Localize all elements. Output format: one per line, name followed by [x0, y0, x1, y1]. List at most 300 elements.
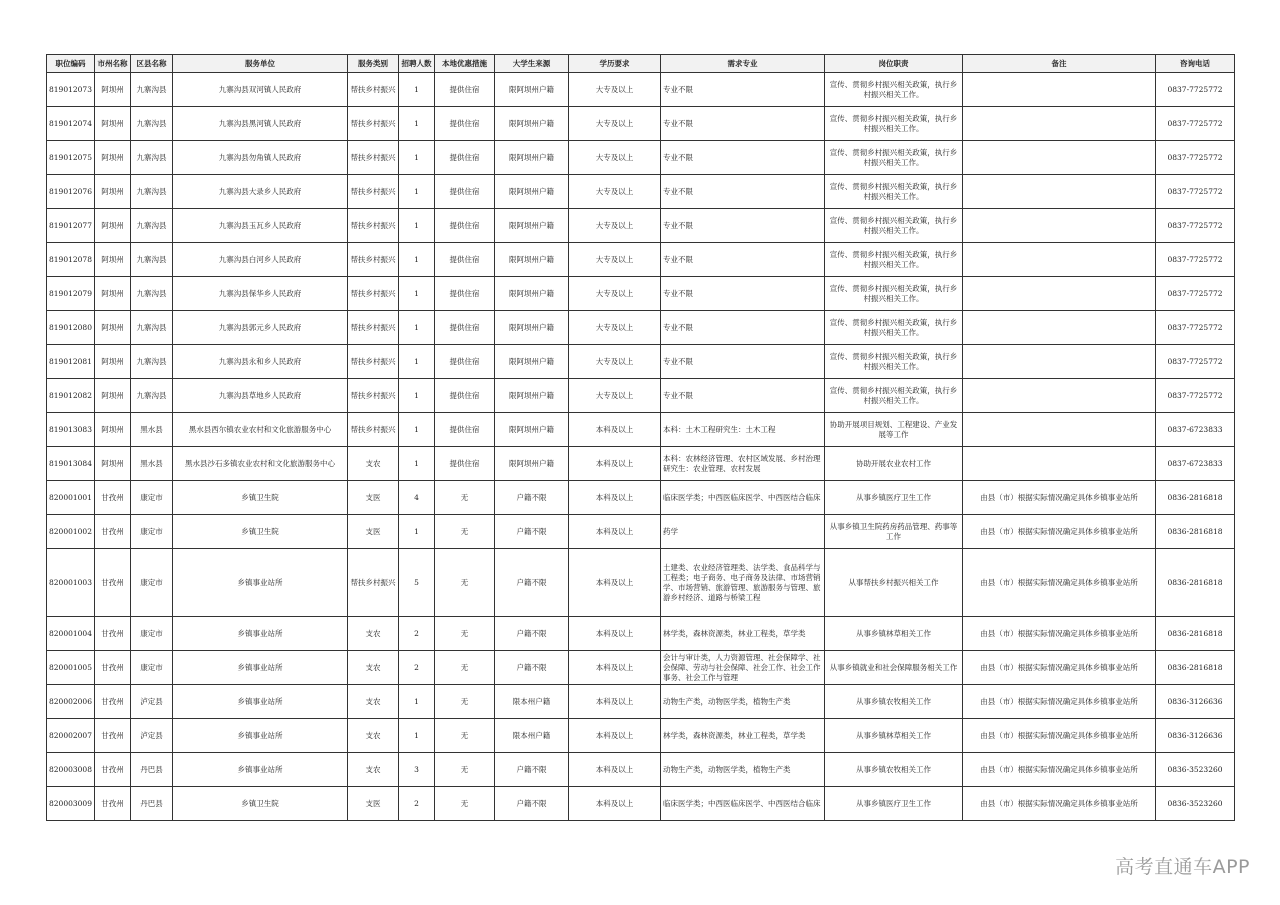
cell-headcount: 4: [399, 481, 435, 515]
cell-phone: 0837-7725772: [1156, 345, 1235, 379]
cell-position-code: 819012081: [47, 345, 95, 379]
cell-major: 专业不限: [661, 73, 825, 107]
header-headcount: 招聘人数: [399, 55, 435, 73]
cell-notes: 由县（市）根据实际情况确定具体乡镇事业站所: [963, 719, 1156, 753]
table-row: [47, 107, 1235, 141]
cell-headcount: 1: [399, 447, 435, 481]
cell-service-type: 支农: [348, 685, 399, 719]
cell-notes: [963, 107, 1156, 141]
cell-service-type: 支农: [348, 719, 399, 753]
cell-position-code: 820001002: [47, 515, 95, 549]
table-row: [47, 481, 1235, 515]
cell-notes: 由县（市）根据实际情况确定具体乡镇事业站所: [963, 753, 1156, 787]
cell-headcount: 1: [399, 719, 435, 753]
table-row: [47, 447, 1235, 481]
cell-county: 康定市: [131, 651, 173, 685]
cell-notes: [963, 345, 1156, 379]
cell-headcount: 1: [399, 379, 435, 413]
cell-duties: 宣传、贯彻乡村振兴相关政策，执行乡村振兴相关工作。: [825, 243, 963, 277]
cell-position-code: 820002007: [47, 719, 95, 753]
cell-duties: 从事帮扶乡村振兴相关工作: [825, 549, 963, 617]
cell-local-benefits: 提供住宿: [435, 175, 495, 209]
cell-service-unit: 黑水县沙石多镇农业农村和文化旅游服务中心: [173, 447, 348, 481]
cell-student-source: 限阿坝州户籍: [495, 243, 569, 277]
cell-phone: 0837-7725772: [1156, 175, 1235, 209]
cell-education: 本科及以上: [569, 481, 661, 515]
cell-notes: [963, 141, 1156, 175]
header-phone: 咨询电话: [1156, 55, 1235, 73]
cell-duties: 从事乡镇医疗卫生工作: [825, 787, 963, 821]
cell-local-benefits: 提供住宿: [435, 311, 495, 345]
cell-service-unit: 乡镇卫生院: [173, 481, 348, 515]
cell-notes: 由县（市）根据实际情况确定具体乡镇事业站所: [963, 651, 1156, 685]
cell-major: 专业不限: [661, 107, 825, 141]
cell-headcount: 1: [399, 413, 435, 447]
cell-headcount: 5: [399, 549, 435, 617]
cell-student-source: 户籍不限: [495, 515, 569, 549]
cell-notes: [963, 311, 1156, 345]
cell-county: 九寨沟县: [131, 175, 173, 209]
header-local-benefits: 本地优惠措施: [435, 55, 495, 73]
cell-student-source: 户籍不限: [495, 651, 569, 685]
cell-education: 本科及以上: [569, 719, 661, 753]
cell-city: 甘孜州: [95, 685, 131, 719]
cell-position-code: 819012075: [47, 141, 95, 175]
table-row: [47, 413, 1235, 447]
cell-headcount: 1: [399, 311, 435, 345]
cell-county: 康定市: [131, 617, 173, 651]
cell-county: 康定市: [131, 549, 173, 617]
cell-education: 本科及以上: [569, 549, 661, 617]
cell-city: 阿坝州: [95, 141, 131, 175]
cell-local-benefits: 无: [435, 753, 495, 787]
cell-major: 专业不限: [661, 141, 825, 175]
cell-student-source: 户籍不限: [495, 549, 569, 617]
cell-phone: 0836-2816818: [1156, 481, 1235, 515]
cell-notes: [963, 379, 1156, 413]
header-position-code: 职位编码: [47, 55, 95, 73]
cell-service-unit: 九寨沟县大录乡人民政府: [173, 175, 348, 209]
cell-duties: 宣传、贯彻乡村振兴相关政策，执行乡村振兴相关工作。: [825, 175, 963, 209]
cell-city: 甘孜州: [95, 719, 131, 753]
cell-education: 本科及以上: [569, 651, 661, 685]
table-row: [47, 617, 1235, 651]
cell-headcount: 1: [399, 685, 435, 719]
cell-phone: 0836-3126636: [1156, 719, 1235, 753]
table-row: [47, 345, 1235, 379]
cell-city: 阿坝州: [95, 379, 131, 413]
cell-local-benefits: 提供住宿: [435, 209, 495, 243]
cell-education: 本科及以上: [569, 447, 661, 481]
cell-education: 大专及以上: [569, 379, 661, 413]
cell-local-benefits: 提供住宿: [435, 107, 495, 141]
cell-city: 阿坝州: [95, 345, 131, 379]
cell-headcount: 1: [399, 515, 435, 549]
cell-student-source: 限本州户籍: [495, 719, 569, 753]
cell-major: 本科：农林经济管理、农村区域发展、乡村治理研究生：农业管理、农村发展: [661, 447, 825, 481]
cell-headcount: 1: [399, 107, 435, 141]
table-row: [47, 175, 1235, 209]
cell-position-code: 819012074: [47, 107, 95, 141]
cell-local-benefits: 提供住宿: [435, 379, 495, 413]
cell-notes: [963, 277, 1156, 311]
cell-headcount: 1: [399, 73, 435, 107]
cell-major: 本科：土木工程研究生：土木工程: [661, 413, 825, 447]
table-row: [47, 379, 1235, 413]
cell-major: 临床医学类；中西医临床医学、中西医结合临床: [661, 481, 825, 515]
cell-city: 阿坝州: [95, 277, 131, 311]
cell-service-unit: 九寨沟县永和乡人民政府: [173, 345, 348, 379]
cell-duties: 从事乡镇农牧相关工作: [825, 753, 963, 787]
cell-duties: 宣传、贯彻乡村振兴相关政策，执行乡村振兴相关工作。: [825, 209, 963, 243]
cell-education: 本科及以上: [569, 787, 661, 821]
cell-position-code: 820001003: [47, 549, 95, 617]
header-major: 需求专业: [661, 55, 825, 73]
cell-student-source: 限阿坝州户籍: [495, 175, 569, 209]
cell-headcount: 2: [399, 787, 435, 821]
cell-service-type: 帮扶乡村振兴: [348, 141, 399, 175]
cell-major: 土建类、农业经济管理类、法学类、食品科学与工程类；电子商务、电子商务及法律、市场营销学、市场营销、旅游管理、旅游服务与管理、旅游乡村经济、道路与桥梁工程: [661, 549, 825, 617]
cell-duties: 宣传、贯彻乡村振兴相关政策，执行乡村振兴相关工作。: [825, 277, 963, 311]
cell-service-unit: 乡镇事业站所: [173, 617, 348, 651]
cell-county: 九寨沟县: [131, 209, 173, 243]
cell-service-type: 帮扶乡村振兴: [348, 413, 399, 447]
table-row: [47, 73, 1235, 107]
cell-service-type: 帮扶乡村振兴: [348, 175, 399, 209]
cell-local-benefits: 提供住宿: [435, 413, 495, 447]
cell-service-unit: 乡镇事业站所: [173, 719, 348, 753]
cell-duties: 从事乡镇林草相关工作: [825, 617, 963, 651]
cell-position-code: 820003008: [47, 753, 95, 787]
cell-education: 大专及以上: [569, 243, 661, 277]
cell-city: 阿坝州: [95, 209, 131, 243]
cell-student-source: 限阿坝州户籍: [495, 413, 569, 447]
cell-student-source: 户籍不限: [495, 787, 569, 821]
cell-position-code: 819012076: [47, 175, 95, 209]
cell-headcount: 1: [399, 141, 435, 175]
cell-education: 大专及以上: [569, 311, 661, 345]
recruitment-table: [46, 54, 1235, 821]
cell-headcount: 1: [399, 277, 435, 311]
cell-city: 甘孜州: [95, 515, 131, 549]
cell-student-source: 户籍不限: [495, 481, 569, 515]
cell-service-type: 帮扶乡村振兴: [348, 73, 399, 107]
table-row: [47, 719, 1235, 753]
cell-notes: 由县（市）根据实际情况确定具体乡镇事业站所: [963, 481, 1156, 515]
cell-major: 林学类，森林资源类，林业工程类，草学类: [661, 719, 825, 753]
cell-major: 专业不限: [661, 345, 825, 379]
cell-county: 康定市: [131, 515, 173, 549]
cell-service-unit: 九寨沟县黑河镇人民政府: [173, 107, 348, 141]
cell-duties: 从事乡镇卫生院药房药品管理、药事等工作: [825, 515, 963, 549]
table-row: [47, 549, 1235, 617]
cell-headcount: 2: [399, 617, 435, 651]
cell-local-benefits: 无: [435, 515, 495, 549]
cell-service-unit: 乡镇事业站所: [173, 685, 348, 719]
cell-phone: 0837-7725772: [1156, 379, 1235, 413]
table-row: [47, 515, 1235, 549]
cell-phone: 0836-3523260: [1156, 753, 1235, 787]
cell-duties: 从事乡镇医疗卫生工作: [825, 481, 963, 515]
cell-service-unit: 九寨沟县玉瓦乡人民政府: [173, 209, 348, 243]
cell-local-benefits: 无: [435, 481, 495, 515]
cell-service-type: 帮扶乡村振兴: [348, 107, 399, 141]
cell-student-source: 限阿坝州户籍: [495, 379, 569, 413]
cell-service-unit: 九寨沟县郭元乡人民政府: [173, 311, 348, 345]
cell-phone: 0837-7725772: [1156, 243, 1235, 277]
cell-position-code: 820002006: [47, 685, 95, 719]
header-notes: 备注: [963, 55, 1156, 73]
cell-education: 本科及以上: [569, 753, 661, 787]
cell-phone: 0837-7725772: [1156, 277, 1235, 311]
cell-local-benefits: 无: [435, 617, 495, 651]
table-row: [47, 141, 1235, 175]
cell-headcount: 1: [399, 345, 435, 379]
cell-education: 本科及以上: [569, 685, 661, 719]
cell-student-source: 限阿坝州户籍: [495, 209, 569, 243]
cell-major: 专业不限: [661, 379, 825, 413]
cell-student-source: 户籍不限: [495, 753, 569, 787]
cell-service-unit: 乡镇事业站所: [173, 549, 348, 617]
cell-service-type: 支医: [348, 787, 399, 821]
cell-county: 九寨沟县: [131, 107, 173, 141]
cell-position-code: 819012078: [47, 243, 95, 277]
cell-county: 九寨沟县: [131, 277, 173, 311]
cell-education: 大专及以上: [569, 277, 661, 311]
cell-notes: [963, 447, 1156, 481]
cell-phone: 0836-2816818: [1156, 651, 1235, 685]
cell-phone: 0836-3126636: [1156, 685, 1235, 719]
cell-notes: 由县（市）根据实际情况确定具体乡镇事业站所: [963, 515, 1156, 549]
cell-major: 专业不限: [661, 277, 825, 311]
cell-headcount: 1: [399, 175, 435, 209]
cell-phone: 0837-7725772: [1156, 107, 1235, 141]
cell-service-unit: 乡镇事业站所: [173, 753, 348, 787]
cell-local-benefits: 提供住宿: [435, 447, 495, 481]
cell-service-type: 支农: [348, 651, 399, 685]
cell-city: 甘孜州: [95, 753, 131, 787]
cell-position-code: 819012077: [47, 209, 95, 243]
cell-service-type: 帮扶乡村振兴: [348, 209, 399, 243]
table-header-row: [47, 55, 1235, 73]
cell-county: 九寨沟县: [131, 243, 173, 277]
cell-local-benefits: 提供住宿: [435, 73, 495, 107]
header-education: 学历要求: [569, 55, 661, 73]
cell-student-source: 限阿坝州户籍: [495, 107, 569, 141]
cell-major: 专业不限: [661, 311, 825, 345]
cell-notes: [963, 73, 1156, 107]
cell-service-type: 帮扶乡村振兴: [348, 345, 399, 379]
cell-student-source: 限阿坝州户籍: [495, 311, 569, 345]
cell-student-source: 限阿坝州户籍: [495, 141, 569, 175]
cell-service-type: 支医: [348, 515, 399, 549]
cell-phone: 0836-2816818: [1156, 515, 1235, 549]
cell-notes: [963, 243, 1156, 277]
cell-city: 阿坝州: [95, 311, 131, 345]
cell-phone: 0836-3523260: [1156, 787, 1235, 821]
cell-city: 阿坝州: [95, 107, 131, 141]
cell-city: 阿坝州: [95, 413, 131, 447]
cell-county: 九寨沟县: [131, 141, 173, 175]
cell-headcount: 1: [399, 243, 435, 277]
table-body: [47, 73, 1235, 821]
cell-education: 大专及以上: [569, 209, 661, 243]
cell-major: 药学: [661, 515, 825, 549]
cell-local-benefits: 无: [435, 719, 495, 753]
header-duties: 岗位职责: [825, 55, 963, 73]
header-student-source: 大学生来源: [495, 55, 569, 73]
cell-notes: [963, 413, 1156, 447]
cell-duties: 宣传、贯彻乡村振兴相关政策，执行乡村振兴相关工作。: [825, 73, 963, 107]
cell-service-type: 帮扶乡村振兴: [348, 277, 399, 311]
cell-county: 九寨沟县: [131, 311, 173, 345]
cell-county: 泸定县: [131, 685, 173, 719]
cell-position-code: 819013084: [47, 447, 95, 481]
cell-county: 黑水县: [131, 413, 173, 447]
table-row: [47, 685, 1235, 719]
cell-county: 九寨沟县: [131, 379, 173, 413]
cell-student-source: 限本州户籍: [495, 685, 569, 719]
cell-education: 大专及以上: [569, 175, 661, 209]
cell-notes: 由县（市）根据实际情况确定具体乡镇事业站所: [963, 617, 1156, 651]
cell-county: 黑水县: [131, 447, 173, 481]
cell-county: 丹巴县: [131, 787, 173, 821]
cell-major: 会计与审计类，人力资源管理、社会保障学、社会保障、劳动与社会保障、社会工作、社会工作事务、社会工作与管理: [661, 651, 825, 685]
cell-duties: 宣传、贯彻乡村振兴相关政策，执行乡村振兴相关工作。: [825, 107, 963, 141]
cell-position-code: 819013083: [47, 413, 95, 447]
cell-education: 大专及以上: [569, 345, 661, 379]
cell-city: 阿坝州: [95, 447, 131, 481]
cell-county: 泸定县: [131, 719, 173, 753]
cell-student-source: 户籍不限: [495, 617, 569, 651]
cell-duties: 协助开展项目规划、工程建设、产业发展等工作: [825, 413, 963, 447]
cell-city: 甘孜州: [95, 617, 131, 651]
table-row: [47, 787, 1235, 821]
cell-service-type: 支医: [348, 481, 399, 515]
cell-education: 本科及以上: [569, 617, 661, 651]
cell-city: 阿坝州: [95, 73, 131, 107]
cell-phone: 0837-7725772: [1156, 209, 1235, 243]
cell-local-benefits: 无: [435, 549, 495, 617]
cell-service-type: 帮扶乡村振兴: [348, 379, 399, 413]
cell-phone: 0836-2816818: [1156, 617, 1235, 651]
table-row: [47, 651, 1235, 685]
table-row: [47, 277, 1235, 311]
cell-service-type: 支农: [348, 617, 399, 651]
cell-phone: 0837-6723833: [1156, 447, 1235, 481]
cell-major: 专业不限: [661, 243, 825, 277]
cell-duties: 宣传、贯彻乡村振兴相关政策，执行乡村振兴相关工作。: [825, 379, 963, 413]
cell-city: 阿坝州: [95, 175, 131, 209]
cell-local-benefits: 提供住宿: [435, 141, 495, 175]
header-city: 市州名称: [95, 55, 131, 73]
cell-major: 林学类，森林资源类，林业工程类，草学类: [661, 617, 825, 651]
cell-education: 大专及以上: [569, 141, 661, 175]
cell-phone: 0837-7725772: [1156, 141, 1235, 175]
cell-county: 九寨沟县: [131, 73, 173, 107]
table-row: [47, 209, 1235, 243]
cell-service-unit: 乡镇卫生院: [173, 515, 348, 549]
cell-duties: 从事乡镇农牧相关工作: [825, 685, 963, 719]
cell-city: 甘孜州: [95, 651, 131, 685]
cell-student-source: 限阿坝州户籍: [495, 447, 569, 481]
cell-headcount: 1: [399, 209, 435, 243]
cell-local-benefits: 无: [435, 685, 495, 719]
cell-service-type: 帮扶乡村振兴: [348, 311, 399, 345]
table-row: [47, 243, 1235, 277]
cell-position-code: 820001005: [47, 651, 95, 685]
cell-major: 动物生产类，动物医学类，植物生产类: [661, 685, 825, 719]
header-service-unit: 服务单位: [173, 55, 348, 73]
cell-duties: 协助开展农业农村工作: [825, 447, 963, 481]
cell-local-benefits: 无: [435, 787, 495, 821]
cell-position-code: 820001004: [47, 617, 95, 651]
cell-phone: 0836-2816818: [1156, 549, 1235, 617]
cell-major: 专业不限: [661, 175, 825, 209]
header-county: 区县名称: [131, 55, 173, 73]
cell-local-benefits: 提供住宿: [435, 345, 495, 379]
cell-student-source: 限阿坝州户籍: [495, 277, 569, 311]
cell-service-unit: 九寨沟县勿角镇人民政府: [173, 141, 348, 175]
cell-service-unit: 乡镇卫生院: [173, 787, 348, 821]
cell-service-unit: 黑水县西尔镇农业农村和文化旅游服务中心: [173, 413, 348, 447]
table-row: [47, 311, 1235, 345]
cell-education: 本科及以上: [569, 515, 661, 549]
cell-headcount: 3: [399, 753, 435, 787]
cell-local-benefits: 提供住宿: [435, 243, 495, 277]
cell-service-type: 支农: [348, 447, 399, 481]
cell-service-unit: 九寨沟县双河镇人民政府: [173, 73, 348, 107]
cell-phone: 0837-6723833: [1156, 413, 1235, 447]
cell-phone: 0837-7725772: [1156, 73, 1235, 107]
header-service-type: 服务类别: [348, 55, 399, 73]
cell-position-code: 819012080: [47, 311, 95, 345]
cell-county: 康定市: [131, 481, 173, 515]
cell-education: 大专及以上: [569, 107, 661, 141]
cell-duties: 从事乡镇就业和社会保障服务相关工作: [825, 651, 963, 685]
cell-position-code: 819012082: [47, 379, 95, 413]
cell-education: 本科及以上: [569, 413, 661, 447]
watermark-text: 高考直通车APP: [1115, 856, 1250, 878]
cell-phone: 0837-7725772: [1156, 311, 1235, 345]
cell-service-type: 支农: [348, 753, 399, 787]
cell-local-benefits: 无: [435, 651, 495, 685]
cell-notes: 由县（市）根据实际情况确定具体乡镇事业站所: [963, 787, 1156, 821]
cell-service-type: 帮扶乡村振兴: [348, 549, 399, 617]
cell-city: 甘孜州: [95, 549, 131, 617]
cell-duties: 宣传、贯彻乡村振兴相关政策，执行乡村振兴相关工作。: [825, 311, 963, 345]
cell-student-source: 限阿坝州户籍: [495, 73, 569, 107]
cell-major: 临床医学类；中西医临床医学、中西医结合临床: [661, 787, 825, 821]
cell-service-type: 帮扶乡村振兴: [348, 243, 399, 277]
cell-major: 动物生产类，动物医学类，植物生产类: [661, 753, 825, 787]
cell-county: 丹巴县: [131, 753, 173, 787]
cell-headcount: 2: [399, 651, 435, 685]
cell-service-unit: 乡镇事业站所: [173, 651, 348, 685]
cell-county: 九寨沟县: [131, 345, 173, 379]
cell-local-benefits: 提供住宿: [435, 277, 495, 311]
cell-duties: 从事乡镇林草相关工作: [825, 719, 963, 753]
cell-notes: [963, 209, 1156, 243]
cell-service-unit: 九寨沟县白河乡人民政府: [173, 243, 348, 277]
table-row: [47, 753, 1235, 787]
cell-position-code: 820001001: [47, 481, 95, 515]
cell-notes: 由县（市）根据实际情况确定具体乡镇事业站所: [963, 685, 1156, 719]
cell-city: 甘孜州: [95, 787, 131, 821]
cell-student-source: 限阿坝州户籍: [495, 345, 569, 379]
cell-service-unit: 九寨沟县草地乡人民政府: [173, 379, 348, 413]
cell-notes: 由县（市）根据实际情况确定具体乡镇事业站所: [963, 549, 1156, 617]
